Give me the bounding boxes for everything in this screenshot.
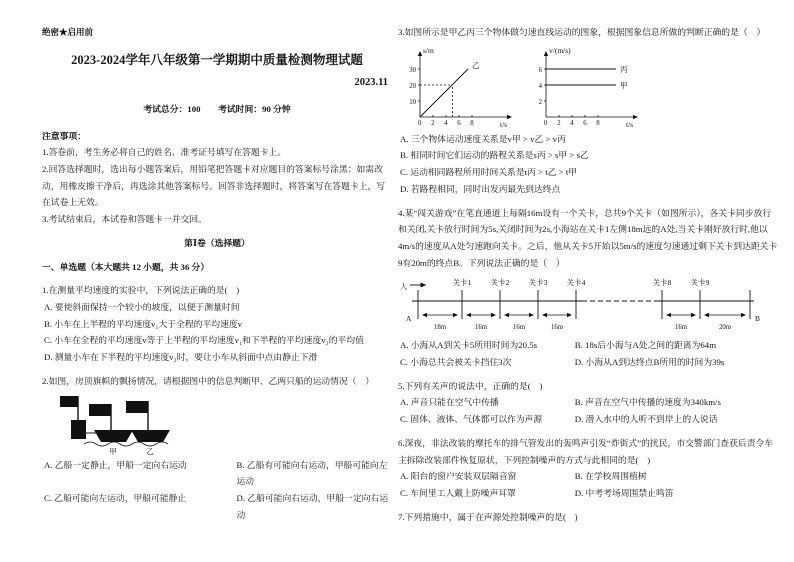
question-text: 3.如图所示是甲乙丙三个物体做匀速直线运动的图象，根据图象信息所做的判断正确的是（ ） bbox=[398, 27, 766, 37]
x-tick: 8 bbox=[470, 119, 474, 127]
options-grid bbox=[398, 394, 778, 427]
secrecy-notice: 绝密★启用前 bbox=[42, 27, 94, 37]
y-tick: 30 bbox=[409, 66, 416, 74]
part-heading: 第Ⅰ卷（选择题） bbox=[184, 237, 250, 248]
distance-label: 18m bbox=[433, 324, 447, 332]
option-item: C. 运动相同路程所用时间关系是t丙 > t乙 > t甲 bbox=[400, 167, 578, 178]
question-5 bbox=[398, 378, 778, 428]
gate-label: 关卡9 bbox=[690, 278, 710, 288]
notice-item: 2.回答选择题时，选出每小题答案后，用铅笔把答题卡对应题目的答案标号涂黑；如需改动，用橡皮擦干净后，再选涂其他答案标号。回答非选择题时，将答案写在答题卡上，写在试卷上无效。 bbox=[42, 164, 386, 208]
section-heading: 一、单选题（本大题共 12 小题，共 36 分） bbox=[42, 261, 210, 272]
y-axis-label: s/m bbox=[423, 45, 434, 55]
origin-label: 0 bbox=[418, 119, 422, 127]
option-item: A. 阳台的窗户安装双层隔音窗 bbox=[400, 471, 517, 482]
distance-label: 16m bbox=[674, 324, 688, 332]
boats-flags-illustration bbox=[58, 393, 178, 457]
distance-label: 16m bbox=[474, 324, 488, 332]
option-item: B. 乙船有可能向右运动，甲船可能向左运动 bbox=[236, 459, 388, 487]
y-tick: 6 bbox=[538, 66, 542, 74]
option-item: C. 小车在全程的平均速度v等于上半程的平均速度v₁和下半程的平均速度v₂的平均值 bbox=[44, 335, 364, 346]
option-item: D. 中考考场周围禁止鸣笛 bbox=[574, 487, 674, 498]
notice-item: 3.考试结束后，本试卷和答题卡一并交回。 bbox=[42, 214, 207, 225]
option-item: A. 小海从A到关卡5所用时间为20.5s bbox=[400, 340, 538, 351]
speed-time-graph bbox=[526, 43, 652, 131]
option-item: A. 声音只能在空气中传播 bbox=[400, 397, 499, 408]
x-tick: 2 bbox=[557, 119, 561, 127]
gates-figure bbox=[398, 275, 778, 335]
gate-label: 关卡8 bbox=[652, 278, 672, 288]
question-text: 6.深夜，非法改装的摩托车的排气管发出的轰鸣声引发“炸街式”的扰民，市交警部门查获后责令车主拆除改装部件恢复原状，下列控制噪声的方式与此相同的是( ) bbox=[398, 437, 774, 465]
option-item: C. 车间里工人戴上防噪声耳罩 bbox=[400, 487, 516, 498]
options-grid bbox=[398, 337, 778, 370]
option-item: C. 乙船可能向左运动，甲船可能静止 bbox=[44, 492, 187, 503]
option-item: A. 要使斜面保持一个较小的坡度，以便于测量时间 bbox=[44, 301, 240, 312]
page-title: 2023-2024学年八年级第一学期期中质量检测物理试题 bbox=[71, 53, 363, 68]
question-4 bbox=[398, 205, 778, 371]
option-item: B. 相同时间它们运动的路程关系是s丙 > s甲 > s乙 bbox=[400, 150, 589, 161]
question-text: 5.下列有关声的说法中，正确的是( ) bbox=[398, 380, 543, 391]
gate-label: 关卡2 bbox=[490, 278, 510, 288]
exam-meta: 考试总分：100 考试时间：90 分钟 bbox=[143, 103, 291, 114]
option-item: A. 乙船一定静止，甲船一定向右运动 bbox=[44, 459, 187, 470]
option-item: D. 若路程相同，同时出发丙最先到达终点 bbox=[400, 183, 561, 194]
options-grid bbox=[398, 468, 778, 501]
distance-label: 16m bbox=[512, 324, 526, 332]
left-column bbox=[42, 24, 392, 523]
end-label: B bbox=[755, 314, 761, 324]
option-item: B. 在学校周围植树 bbox=[574, 471, 647, 482]
y-tick: 20 bbox=[409, 82, 416, 90]
x-tick: 6 bbox=[457, 119, 461, 127]
question-2 bbox=[42, 373, 392, 524]
gate-label: 关卡4 bbox=[566, 278, 586, 288]
option-item: D. 测量小车在下半程的平均速度v₂时，要让小车从斜面中点由静止下滑 bbox=[44, 352, 318, 363]
notice-item: 1.答卷前，考生务必将自己的姓名、准考证号填写在答题卡上。 bbox=[42, 147, 287, 158]
question-6 bbox=[398, 435, 778, 502]
option-item: B. 18s后小海与A处之间的距离为64m bbox=[574, 340, 717, 351]
question-text: 2.如图，房顶旗帜的飘扬情况，请根据图中的信息判断甲、乙两只船的运动情况（ ） bbox=[42, 375, 375, 386]
options-grid bbox=[42, 457, 392, 524]
option-item: C. 固体、液体、气体都可以作为声源 bbox=[400, 414, 543, 425]
option-item: D. 潜入水中的人听不到岸上的人说话 bbox=[574, 414, 718, 425]
option-item: A. 三个物体运动速度关系是v甲 > v乙 > v丙 bbox=[400, 133, 566, 144]
question-1 bbox=[42, 282, 392, 366]
distance-label: 20m bbox=[718, 324, 732, 332]
gate-label: 关卡1 bbox=[452, 278, 472, 288]
line-jia-label: 甲 bbox=[620, 80, 628, 90]
line-yi-label: 乙 bbox=[472, 60, 480, 70]
question-3 bbox=[398, 24, 778, 198]
gate-label: 关卡3 bbox=[528, 278, 548, 288]
y-axis-label: v/(m/s) bbox=[549, 45, 571, 55]
question-7 bbox=[398, 509, 778, 526]
x-tick: 8 bbox=[596, 119, 600, 127]
person-label: 人 bbox=[400, 282, 408, 292]
x-tick: 4 bbox=[570, 119, 574, 127]
boat-yi-label: 乙 bbox=[146, 446, 154, 456]
right-column bbox=[398, 24, 778, 525]
x-axis-label: t/s bbox=[500, 119, 508, 129]
option-item: C. 小海总共会被关卡挡住3次 bbox=[400, 357, 512, 368]
y-tick: 10 bbox=[409, 98, 416, 106]
start-label: A bbox=[406, 314, 412, 324]
x-axis-label: t/s bbox=[626, 119, 634, 129]
line-bing-label: 丙 bbox=[620, 64, 628, 74]
y-tick: 4 bbox=[538, 82, 542, 90]
notices-heading: 注意事项： bbox=[42, 130, 86, 141]
motion-graphs-figure bbox=[400, 43, 778, 131]
distance-label: 16m bbox=[550, 324, 564, 332]
x-tick: 6 bbox=[583, 119, 587, 127]
question-text: 7.下列措施中，属于在声源处控制噪声的是( ) bbox=[398, 511, 578, 522]
x-tick: 4 bbox=[444, 119, 448, 127]
boats-figure bbox=[58, 393, 392, 457]
exam-date: 2023.11 bbox=[354, 77, 388, 89]
question-text: 1.在测量平均速度的实验中，下列说法正确的是( ) bbox=[42, 285, 240, 296]
question-text: 4.某“闯关游戏”在笔直通道上每隔16m设有一个关卡，总共9个关卡（如图所示），各关卡同步放行和关闭,关卡放行时间为5s,关闭时间为2s,小海站在关卡1左侧18m远的A处,当关卡刚好放行时,他以4m/s的速度从A处匀速跑向关卡。之后，他从关卡5开始以5m/s的速度匀速通过剩下关卡到达距关卡9有20m的终点B。下列说法正确的是（ ） bbox=[398, 207, 778, 268]
option-item: B. 小车在上半程的平均速度v₁大于全程的平均速度v bbox=[44, 318, 243, 329]
y-tick: 2 bbox=[538, 98, 542, 106]
x-tick: 2 bbox=[431, 119, 435, 127]
distance-time-graph bbox=[400, 43, 518, 131]
option-item: D. 小海从A到达终点B所用的时间为39s bbox=[574, 357, 725, 368]
origin-label: 0 bbox=[544, 119, 548, 127]
option-item: D. 乙船可能向右运动，甲船一定向右运动 bbox=[236, 492, 389, 520]
option-item: B. 声音在空气中传播的速度为340km/s bbox=[574, 397, 721, 408]
gate-course-diagram bbox=[398, 275, 770, 335]
boat-jia-label: 甲 bbox=[109, 446, 117, 456]
